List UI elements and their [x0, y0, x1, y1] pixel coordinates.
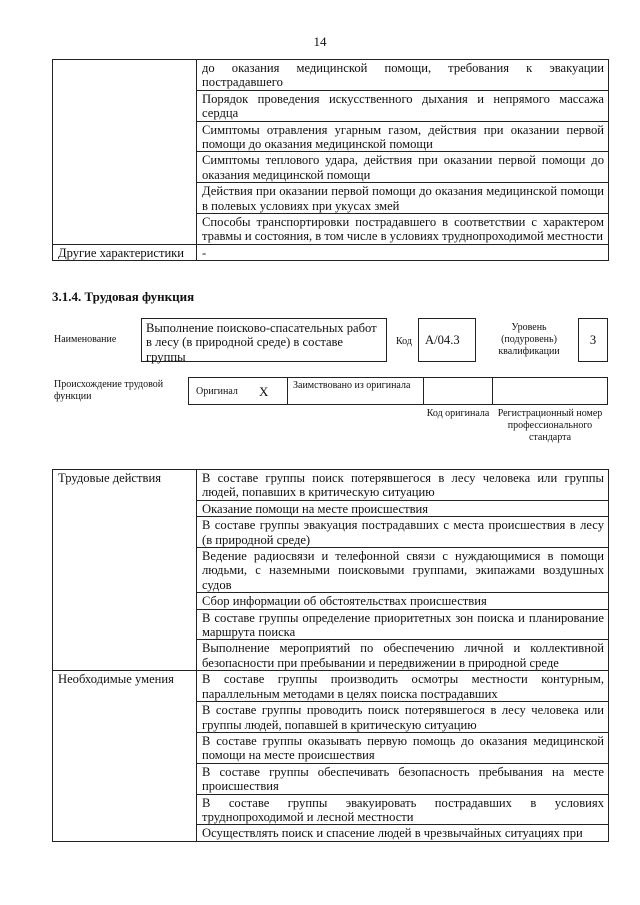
skill-item: В составе группы обеспечивать безопасность пребывания на месте происшествия	[197, 763, 609, 794]
skill-item: В составе группы производить осмотры местности контурным, параллельным методами в целях поиска пострадавших	[197, 671, 609, 702]
skill-item: Осуществлять поиск и спасение людей в чрезвычайных ситуациях при	[197, 825, 609, 841]
skill-item: В составе группы проводить поиск потерявшегося в лесу человека или группы людей, попавшей в критическую ситуацию	[197, 702, 609, 733]
original-mark: X	[259, 384, 269, 399]
original-label: Оригинал	[196, 386, 238, 397]
table-row	[53, 671, 609, 702]
section-title: 3.1.4. Трудовая функция	[52, 289, 195, 304]
other-characteristics-value: -	[197, 244, 609, 260]
skills-label: Необходимые умения	[53, 671, 197, 841]
skill-item: В составе группы оказывать первую помощь до оказания медицинской помощи на месте происшествия	[197, 732, 609, 763]
knowledge-item: до оказания медицинской помощи, требования к эвакуации пострадавшего	[197, 60, 609, 91]
code-label: Код	[396, 336, 412, 347]
labor-action-item: Ведение радиосвязи и телефонной связи с нуждающимися в помощи людьми, с наземными поисковыми группами, экипажами воздушных судов	[197, 548, 609, 593]
original-cell	[188, 377, 288, 405]
labor-action-item: В составе группы эвакуация пострадавших с места происшествия в лесу (в природной среде)	[197, 517, 609, 548]
level-box: 3	[578, 318, 608, 362]
code-original-label: Код оригинала	[426, 408, 490, 419]
name-label: Наименование	[54, 334, 117, 345]
labor-action-item: Выполнение мероприятий по обеспечению личной и коллективной безопасности при пребывании и передвижении в природной среде	[197, 640, 609, 671]
knowledge-item: Способы транспортировки пострадавшего в соответствии с характером травмы и состояния, в том числе в условиях труднопроходимой местности	[197, 214, 609, 245]
knowledge-item: Порядок проведения искусственного дыхания и непрямого массажа сердца	[197, 90, 609, 121]
reg-number-label: Регистрационный номер профессионального стандарта	[497, 408, 603, 443]
labor-actions-label: Трудовые действия	[53, 470, 197, 671]
code-box: А/04.3	[418, 318, 476, 362]
knowledge-item: Действия при оказании первой помощи до оказания медицинской помощи в полевых условиях при укусах змей	[197, 183, 609, 214]
function-name-box: Выполнение поисково-спасательных работ в лесу (в природной среде) в составе группы	[141, 318, 387, 362]
origin-label: Происхождение трудовой функции	[54, 379, 164, 402]
labor-action-item: В составе группы определение приоритетных зон поиска и планирование маршрута поиска	[197, 609, 609, 640]
page-number: 14	[313, 34, 327, 49]
borrowed-label: Заимствовано из оригинала	[293, 380, 411, 391]
labor-action-item: Оказание помощи на месте происшествия	[197, 500, 609, 516]
borrowed-cell	[287, 377, 424, 405]
table-row	[53, 244, 609, 260]
other-characteristics-label: Другие характеристики	[53, 244, 197, 260]
knowledge-table-continuation	[52, 59, 609, 261]
knowledge-item: Симптомы теплового удара, действия при оказании первой помощи до оказания медицинской помощи	[197, 152, 609, 183]
code-original-cell	[423, 377, 493, 405]
knowledge-item: Симптомы отравления угарным газом, действия при оказании первой помощи до оказания медицинской помощи	[197, 121, 609, 152]
empty-label-cell	[53, 60, 197, 245]
reg-number-cell	[492, 377, 608, 405]
level-label: Уровень (подуровень) квалификации	[498, 322, 560, 357]
skill-item: В составе группы эвакуировать пострадавших в условиях труднопроходимой и лесной местности	[197, 794, 609, 825]
table-row	[53, 60, 609, 91]
labor-action-item: Сбор информации об обстоятельствах происшествия	[197, 593, 609, 609]
labor-function-table	[52, 469, 609, 842]
table-row	[53, 470, 609, 501]
labor-action-item: В составе группы поиск потерявшегося в лесу человека или группы людей, попавших в критическую ситуацию	[197, 470, 609, 501]
